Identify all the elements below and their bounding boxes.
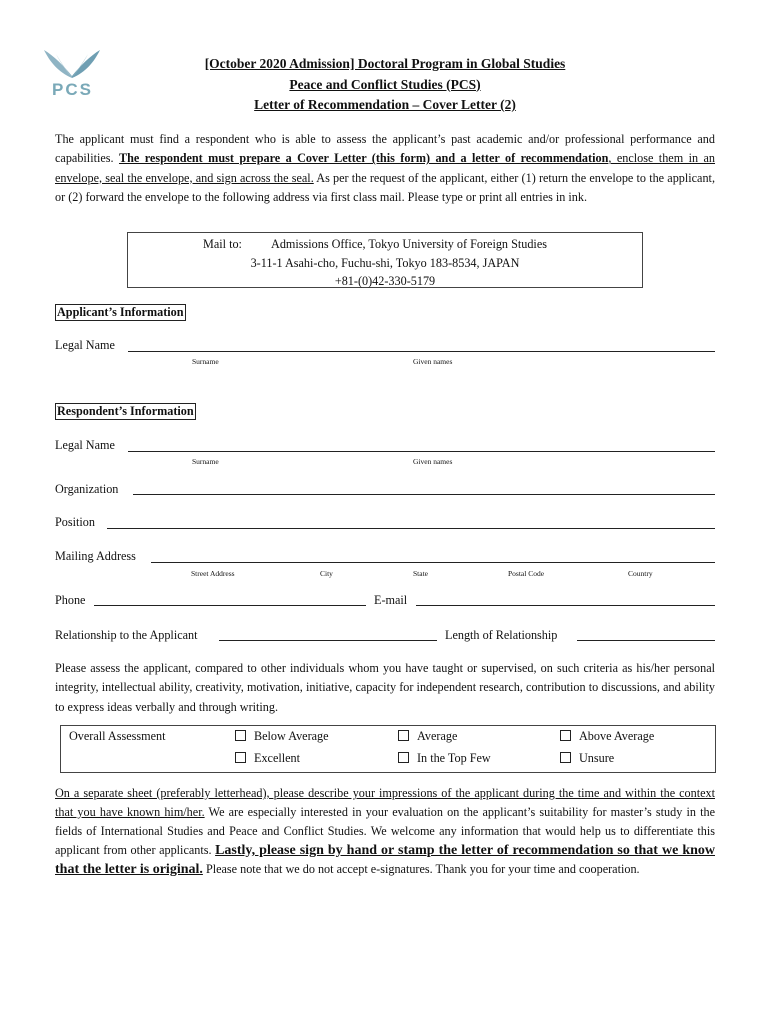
state-caption: State [413, 569, 428, 578]
street-caption: Street Address [191, 569, 235, 578]
respondent-legal-name-field[interactable] [128, 451, 715, 452]
relationship-field[interactable] [219, 640, 437, 641]
option-average[interactable]: Average [398, 729, 457, 744]
closing-underlined: On a separate sheet (preferably letterhead), please describe your impressions of the applicant during the time and within the context that you have known him/her. [55, 786, 715, 819]
mail-address [128, 235, 642, 291]
assessment-instructions: Please assess the applicant, compared to other individuals whom you have taught or supervised, on such criteria as his/her personal integrity, intellectual ability, creativity, motivation, initiative, capacity for independent research, contribution to discussions, and ability to express ideas verbally and through writing. [55, 661, 715, 714]
length-label: Length of Relationship [445, 628, 558, 642]
option-above-average[interactable]: Above Average [560, 729, 654, 744]
option-excellent[interactable]: Excellent [235, 751, 300, 766]
option-top-few[interactable]: In the Top Few [398, 751, 491, 766]
relationship-label: Relationship to the Applicant [55, 628, 198, 642]
checkbox-icon[interactable] [235, 730, 246, 741]
mail-line-3: +81-(0)42-330-5179 [334, 274, 436, 288]
checkbox-icon[interactable] [398, 752, 409, 763]
intro-text-underlined: , enclose them in an envelope, seal the envelope, and sign across the seal. [55, 151, 716, 185]
logo-text: PCS [52, 80, 93, 99]
checkbox-icon[interactable] [398, 730, 409, 741]
option-below-average[interactable]: Below Average [235, 729, 329, 744]
mail-to-label: Mail to: [203, 237, 242, 251]
respondent-surname-caption: Surname [192, 457, 219, 466]
mail-line-1: Admissions Office, Tokyo University of Foreign Studies [271, 237, 547, 251]
checkbox-icon[interactable] [560, 730, 571, 741]
overall-assessment-label: Overall Assessment [69, 729, 166, 743]
respondent-heading: Respondent’s Information [57, 404, 194, 418]
phone-field[interactable] [94, 605, 366, 606]
applicant-surname-caption: Surname [192, 357, 219, 366]
mailing-address-field[interactable] [151, 562, 715, 563]
respondent-given-caption: Given names [413, 457, 453, 466]
checkbox-icon[interactable] [235, 752, 246, 763]
organization-label: Organization [55, 482, 119, 496]
closing-text-2: Please note that we do not accept e-signatures. Thank you for your time and cooperation. [202, 862, 640, 876]
city-caption: City [320, 569, 333, 578]
intro-paragraph [55, 130, 715, 207]
closing-text-1: We are especially interested in your evaluation on the applicant’s suitability for master’s study in the fields of International Studies and Peace and Conflict Studies. We welcome any information that would help us to differentiate this applicant from other applicants. [55, 805, 715, 857]
phone-label: Phone [55, 593, 86, 607]
intro-text-4: As per the request of the applicant, either (1) return the envelope to the applicant, or (2) forward the envelope to the following address via first class mail. Please type or print all entries in ink. [55, 170, 715, 204]
applicant-legal-name-label: Legal Name [55, 338, 115, 352]
option-unsure[interactable]: Unsure [560, 751, 614, 766]
applicant-legal-name-field[interactable] [128, 351, 715, 352]
organization-field[interactable] [133, 494, 715, 495]
postal-caption: Postal Code [508, 569, 545, 578]
email-field[interactable] [416, 605, 715, 606]
title-line-1: [October 2020 Admission] Doctoral Program in Global Studies [204, 56, 566, 71]
closing-paragraph [55, 784, 715, 879]
intro-text-bold: The respondent must prepare a Cover Letter (this form) and a letter of recommendation [118, 151, 609, 166]
applicant-given-caption: Given names [413, 357, 453, 366]
page-title [0, 54, 770, 116]
length-field[interactable] [577, 640, 715, 641]
email-label: E-mail [374, 593, 408, 607]
title-line-2: Peace and Conflict Studies (PCS) [289, 76, 481, 92]
mail-to-box [127, 232, 643, 288]
checkbox-icon[interactable] [560, 752, 571, 763]
mail-line-2: 3-11-1 Asahi-cho, Fuchu-shi, Tokyo 183-8534, JAPAN [250, 255, 520, 270]
assessment-box [60, 725, 716, 773]
position-label: Position [55, 515, 95, 529]
respondent-legal-name-label: Legal Name [55, 438, 115, 452]
mailing-address-label: Mailing Address [55, 549, 136, 563]
title-line-3: Letter of Recommendation – Cover Letter (2) [254, 97, 516, 112]
applicant-heading: Applicant’s Information [57, 305, 184, 319]
position-field[interactable] [107, 528, 715, 529]
intro-text-1: The applicant must find a respondent who is able to assess the applicant’s past academic and/or professional performance and capabilities. [55, 132, 715, 166]
country-caption: Country [628, 569, 653, 578]
closing-signature-note: Lastly, please sign by hand or stamp the letter of recommendation so that we know that the letter is original. [55, 843, 715, 877]
